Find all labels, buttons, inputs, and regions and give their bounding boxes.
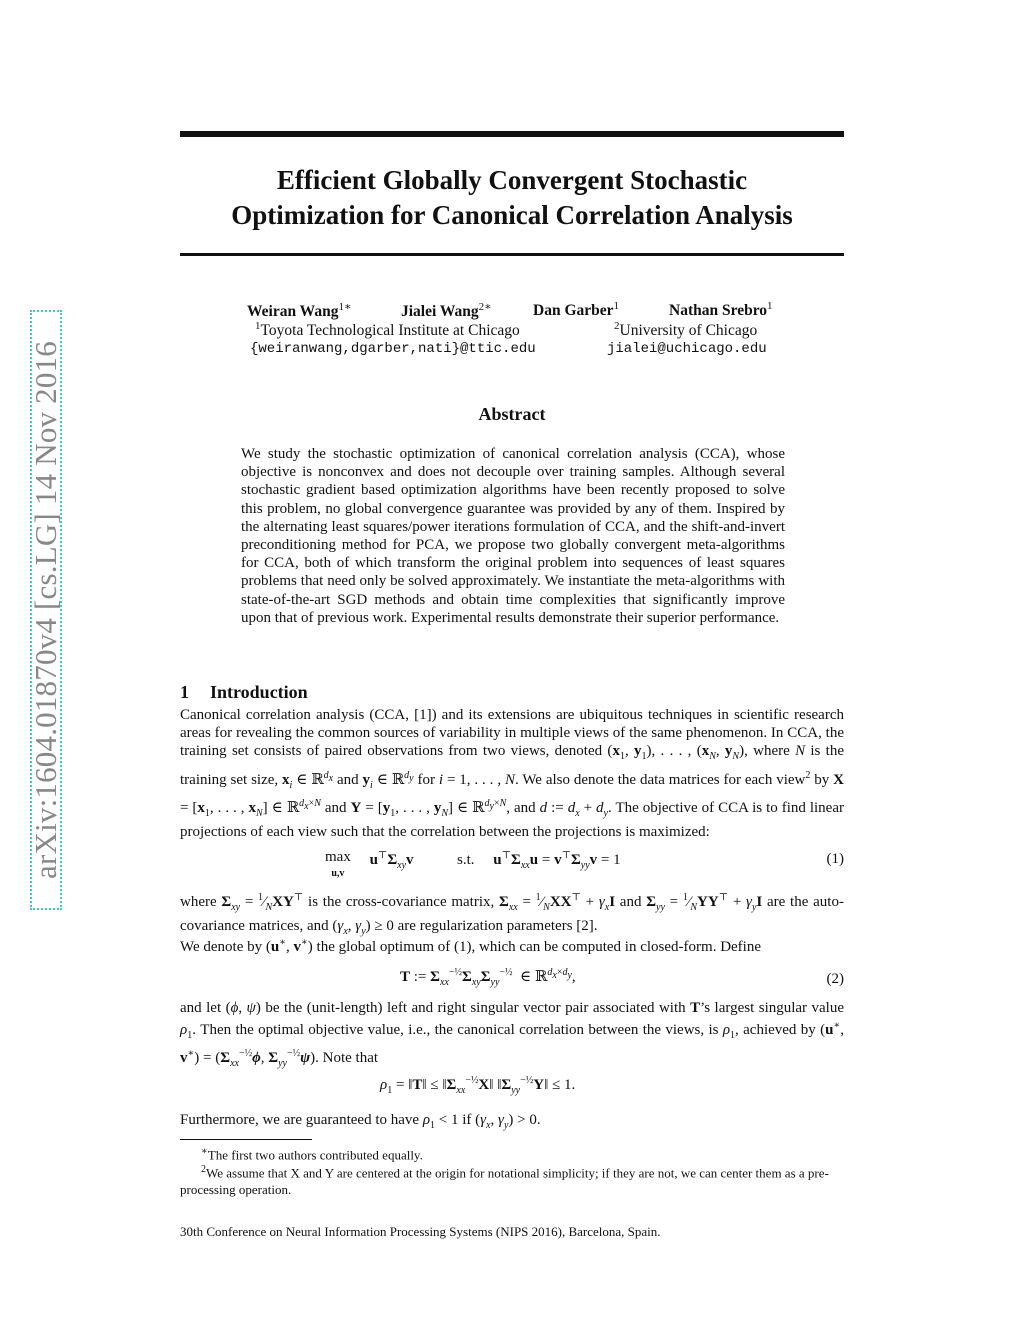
st-label: s.t. bbox=[457, 852, 475, 868]
max-operator: max bbox=[325, 849, 351, 865]
equation-1-number: (1) bbox=[826, 851, 844, 867]
intro-text-b: The objective of CCA is to find linear projections of each view such that the correlation between the projections is maximized: bbox=[180, 799, 844, 841]
author-3-name: Dan Garber bbox=[533, 302, 614, 320]
title-line-2: Optimization for Canonical Correlation Analysis bbox=[231, 200, 793, 230]
title-top-rule bbox=[180, 131, 844, 137]
furthermore-paragraph: Furthermore, we are guaranteed to have $\rho_1 < 1$ if ($\gamma_x$, $\gamma_y) > 0$. bbox=[180, 1112, 541, 1131]
intro-text-a: Canonical correlation analysis (CCA, [1]) and its extensions are ubiquitous techniques in scientific research areas for revealing the common sources of variability in multiple views of the same phenomenon. In CCA, the training set consists of paired observations from two views, denoted bbox=[180, 707, 844, 760]
paper-title bbox=[180, 163, 844, 233]
author-4 bbox=[669, 300, 773, 320]
email-1[interactable]: {weiranwang,dgarber,nati}@ttic.edu bbox=[250, 341, 536, 357]
author-1-mark: 1∗ bbox=[338, 301, 352, 313]
author-1 bbox=[247, 300, 351, 321]
affiliation-2 bbox=[614, 320, 757, 340]
author-3 bbox=[533, 300, 619, 320]
section-title: Introduction bbox=[210, 682, 308, 702]
global-optimum-paragraph: We denote by (u∗, v∗) the global optimum of (1), which can be computed in closed-form. Define bbox=[180, 937, 762, 955]
footnote-1-text: The first two authors contributed equally. bbox=[207, 1147, 423, 1163]
affiliation-2-text: University of Chicago bbox=[619, 322, 758, 340]
author-2-name: Jialei Wang bbox=[401, 303, 479, 321]
footnote-2 bbox=[180, 1161, 844, 1198]
author-2 bbox=[401, 300, 492, 321]
equation-2-number: (2) bbox=[826, 971, 844, 987]
author-3-mark: 1 bbox=[613, 300, 620, 312]
equation-2: T := $\Sigma_{xx}^{-\frac{1}{2}}\Sigma_{xy}\Sigma_{yy}^{-\frac{1}{2}}$ ∈ ℝ$^{d_x\times d_y}$, bbox=[400, 967, 576, 988]
cov-definition-paragraph: where $\Sigma_{xy}$ = $^1⁄_NXY^⊤$ is the cross-covariance matrix, $\Sigma_{xx}$ = $^1⁄_NXX^⊤ + \gamma_xI$ and $\Sigma_{yy}$ = $^1⁄_NYY^⊤ + \gamma_yI$ are the auto-covariance matrices, and ($\gamma_x$, $\gamma_y) \ge 0$ are regularization parameters [2]. bbox=[180, 892, 844, 938]
arxiv-stamp: arXiv:1604.01870v4 [cs.LG] 14 Nov 2016 bbox=[30, 310, 62, 910]
footnote-2-text: We assume that X and Y are centered at the origin for notational simplicity; if they are not, we can center them as a pre-processing operation. bbox=[180, 1165, 829, 1198]
title-line-1: Efficient Globally Convergent Stochastic bbox=[276, 165, 748, 195]
affiliation-2-mark: 2 bbox=[614, 320, 620, 332]
footnote-1-mark: ∗ bbox=[201, 1146, 208, 1157]
author-1-name: Weiran Wang bbox=[247, 303, 339, 321]
equation-1: max u,v $u^⊤\Sigma_{xy}v$ s.t. $u^⊤\Sigma_{xx}u = v^⊤\Sigma_{yy}v = 1$ bbox=[325, 849, 621, 879]
furthermore-text: Furthermore, we are guaranteed to have bbox=[180, 1112, 420, 1128]
denote-text: We denote by bbox=[180, 939, 263, 955]
denote-tail-text: the global optimum of (1), which can be computed in closed-form. Define bbox=[316, 939, 762, 955]
rho-bound-equation: $\rho_1$ = ‖T‖ ≤ $‖\Sigma_{xx}^{-\frac{1}{2}}X‖$ $‖\Sigma_{yy}^{-\frac{1}{2}}Y‖ \le 1$. bbox=[380, 1075, 576, 1096]
affiliation-1-mark: 1 bbox=[255, 320, 261, 332]
author-2-mark: 2∗ bbox=[478, 301, 492, 313]
section-heading bbox=[180, 682, 308, 703]
affiliation-1 bbox=[255, 320, 520, 340]
footnote-2-mark: 2 bbox=[201, 1164, 206, 1175]
email-2[interactable]: jialei@uchicago.edu bbox=[607, 341, 767, 357]
intro-paragraph-1: Canonical correlation analysis (CCA, [1]) and its extensions are ubiquitous techniques in scientific research areas for revealing the common sources of variability in multiple views of the same phenomenon. In CCA, the training set consists of paired observations from two views, denoted ($x_1$, $y_1$), . . . , ($x_N$, $y_N$), where N is the training set size, $x_i$ ∈ ℝ$^{d_x}$ and $y_i$ ∈ ℝ$^{d_y}$ for i = 1, . . . , N. We also denote the data matrices for each view$^2$ by $X = [x_1$, . . . , $x_N$] ∈ ℝ$^{d_x\times N}$ and $Y = [y_1$, . . . , $y_N$] ∈ ℝ$^{d_y\times N}$, and d := $d_x + d_y$. The objective of CCA is to find linear projections of each view such that the correlation between the projections is maximized: bbox=[180, 707, 844, 841]
section-number: 1 bbox=[180, 682, 189, 702]
singular-vector-paragraph: and let (ϕ, ψ) be the (unit-length) left and right singular vector pair associated with T’s largest singular value $\rho_1$. Then the optimal objective value, i.e., the canonical correlation between the views, is $\rho_1$, achieved by (u∗, $v^∗) = (\Sigma_{xx}^{-\frac{1}{2}}\phi$, $\Sigma_{yy}^{-\frac{1}{2}}\psi$). Note that bbox=[180, 1000, 844, 1070]
affiliation-1-text: Toyota Technological Institute at Chicago bbox=[260, 322, 520, 340]
author-4-name: Nathan Srebro bbox=[669, 302, 768, 320]
conference-footer: 30th Conference on Neural Information Processing Systems (NIPS 2016), Barcelona, Spain. bbox=[180, 1224, 661, 1239]
abstract-heading: Abstract bbox=[478, 404, 546, 424]
abstract-text: We study the stochastic optimization of canonical correlation analysis (CCA), whose objective is nonconvex and does not decouple over training samples. Although several stochastic gradient based optimization algorithms have been recently proposed to solve this problem, no global convergence guarantee was provided by any of them. Inspired by the alternating least squares/power iterations formulation of CCA, and the shift-and-invert preconditioning method for PCA, we propose two globally convergent meta-algorithms for CCA, both of which transform the original problem into sequences of least squares problems that need only be solved approximately. We instantiate the meta-algorithms with state-of-the-art SGD methods and obtain time complexities that significantly improve upon that of previous work. Experimental results demonstrate their superior performance. bbox=[241, 446, 785, 626]
author-4-mark: 1 bbox=[767, 300, 773, 312]
footnote-rule bbox=[180, 1139, 312, 1140]
title-bottom-rule bbox=[180, 253, 844, 256]
